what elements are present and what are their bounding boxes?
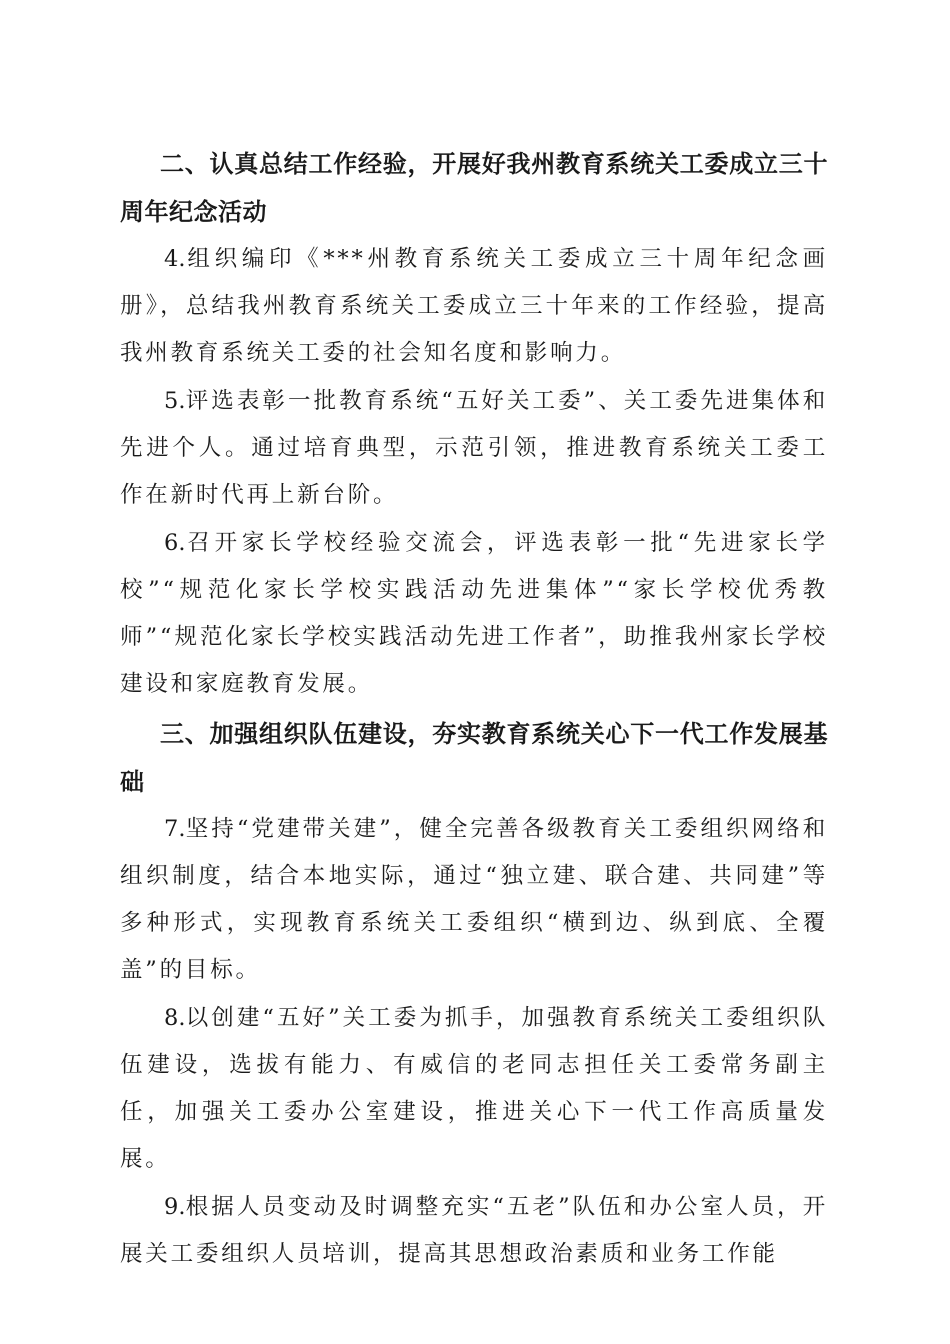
paragraph-item-6 [120,520,828,708]
item-number: 9. [164,1194,186,1220]
paragraph-text: 召开家长学校经验交流会，评选表彰一批“先进家长学校”“规范化家长学校实践活动先进集体”“家长学校优秀教师”“规范化家长学校实践活动先进工作者”，助推我州家长学校建设和家庭教育发展。 [120,530,828,697]
section-heading-3: 三、加强组织队伍建设，夯实教育系统关心下一代工作发展基础 [120,720,828,796]
paragraph-item-7 [120,806,828,994]
item-number: 7. [164,816,186,842]
paragraph-item-9 [120,1184,828,1278]
paragraph-text: 根据人员变动及时调整充实“五老”队伍和办公室人员，开展关工委组织人员培训，提高其思想政治素质和业务工作能 [120,1194,828,1267]
paragraph-text: 以创建“五好”关工委为抓手，加强教育系统关工委组织队伍建设，选拔有能力、有威信的老同志担任关工委常务副主任，加强关工委办公室建设，推进关心下一代工作高质量发展。 [120,1005,828,1172]
document-page [120,140,828,1278]
item-number: 4. [164,246,186,272]
paragraph-item-4 [120,236,828,377]
item-number: 8. [164,1005,186,1031]
paragraph-item-8 [120,995,828,1183]
item-number: 5. [164,388,186,414]
item-number: 6. [164,530,186,556]
paragraph-item-5 [120,378,828,519]
paragraph-text: 评选表彰一批教育系统“五好关工委”、关工委先进集体和先进个人。通过培育典型，示范引领，推进教育系统关工委工作在新时代再上新台阶。 [120,388,828,508]
paragraph-text: 组织编印《***州教育系统关工委成立三十周年纪念画册》，总结我州教育系统关工委成立三十年来的工作经验，提高我州教育系统关工委的社会知名度和影响力。 [120,246,828,366]
paragraph-text: 坚持“党建带关建”，健全完善各级教育关工委组织网络和组织制度，结合本地实际，通过“独立建、联合建、共同建”等多种形式，实现教育系统关工委组织“横到边、纵到底、全覆盖”的目标。 [120,816,828,983]
section-heading-2: 二、认真总结工作经验，开展好我州教育系统关工委成立三十周年纪念活动 [120,150,828,226]
